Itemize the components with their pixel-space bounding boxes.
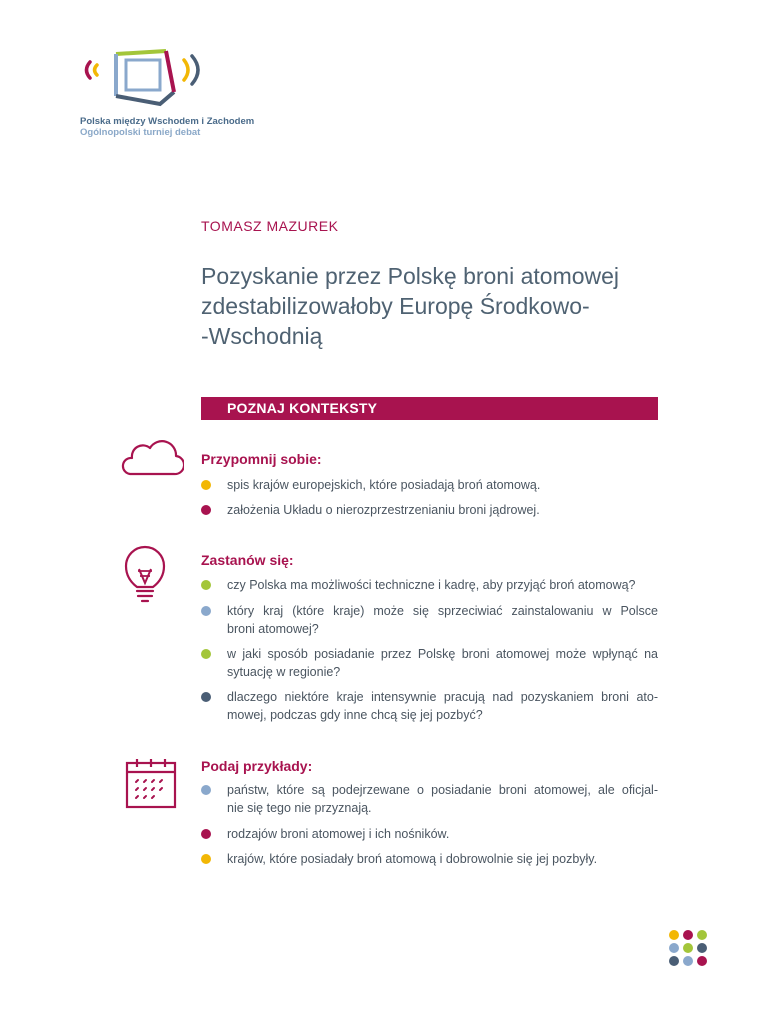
decor-dot — [669, 930, 679, 940]
title-line: Pozyskanie przez Polskę broni atomowej — [201, 263, 620, 289]
cloud-icon — [120, 436, 184, 483]
title-line: -Wschodnią — [201, 323, 323, 349]
list-item — [201, 602, 658, 638]
list-item — [201, 645, 658, 681]
section-title: Podaj przykłady: — [201, 758, 313, 774]
bullet-dot — [201, 505, 211, 515]
list-item-text: rodzajów broni atomowej i ich nośników. — [227, 827, 450, 841]
decorative-dots — [669, 930, 709, 966]
logo-subtitle: Ogólnopolski turniej debat — [80, 127, 201, 138]
list-item — [201, 476, 658, 494]
lightbulb-icon — [123, 543, 167, 610]
page-title — [201, 261, 671, 351]
bullet-dot — [201, 606, 211, 616]
list-item-text: państw, które są podejrzewane o posiadanie broni atomowej, ale oficjal- nie się tego nie przyznają. — [227, 783, 658, 815]
decor-dot — [669, 956, 679, 966]
decor-dot — [683, 956, 693, 966]
decor-dot — [669, 943, 679, 953]
logo — [80, 48, 260, 138]
list-item-text: krajów, które posiadały broń atomową i dobrowolnie się jej pozbyły. — [227, 852, 598, 866]
logo-mark-icon — [80, 48, 205, 110]
list-item — [201, 501, 658, 519]
bullet-dot — [201, 692, 211, 702]
bullet-dot — [201, 480, 211, 490]
list-item-text: który kraj (które kraje) może się sprzeciwiać zainstalowaniu w Polsce broni atomowej? — [227, 604, 658, 636]
list-item — [201, 825, 658, 843]
decor-dot — [697, 956, 707, 966]
bullet-dot — [201, 580, 211, 590]
list-item-text: czy Polska ma możliwości techniczne i kadrę, aby przyjąć broń atomową? — [227, 578, 636, 592]
list-item — [201, 781, 658, 817]
list-item — [201, 688, 658, 724]
list-item — [201, 576, 658, 594]
decor-dot — [697, 930, 707, 940]
list-item-text: założenia Układu o nierozprzestrzenianiu broni jądrowej. — [227, 503, 540, 517]
list-item-text: spis krajów europejskich, które posiadają broń atomową. — [227, 478, 541, 492]
bullet-dot — [201, 649, 211, 659]
decor-dot — [683, 943, 693, 953]
bullet-dot — [201, 829, 211, 839]
title-line: zdestabilizowałoby Europę Środkowo- — [201, 293, 590, 319]
section-title: Przypomnij sobie: — [201, 451, 322, 467]
logo-title: Polska między Wschodem i Zachodem — [80, 116, 255, 127]
list-item-text: dlaczego niektóre kraje intensywnie pracują nad pozyskaniem broni ato- mowej, podczas gdy inne chcą się jej pozbyć? — [227, 690, 658, 722]
bullet-dot — [201, 854, 211, 864]
decor-dot — [697, 943, 707, 953]
bullet-dot — [201, 785, 211, 795]
author-name: TOMASZ MAZUREK — [201, 218, 339, 234]
list-item-text: w jaki sposób posiadanie przez Polskę broni atomowej może wpłynąć na sytuację w regionie? — [227, 647, 658, 679]
section-title: Zastanów się: — [201, 552, 294, 568]
decor-dot — [683, 930, 693, 940]
calendar-icon — [124, 757, 178, 816]
section-banner: POZNAJ KONTEKSTY — [201, 397, 658, 420]
list-item — [201, 850, 658, 868]
